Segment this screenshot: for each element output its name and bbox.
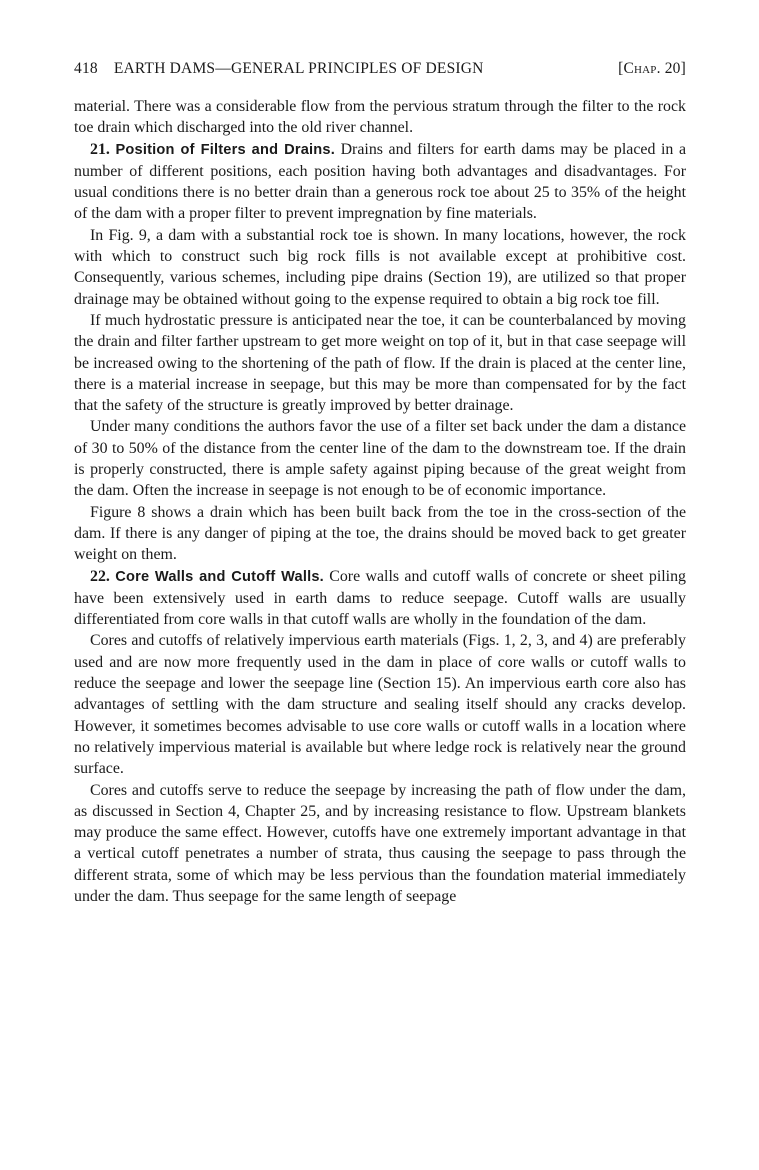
paragraph: If much hydrostatic pressure is anticipated near the toe, it can be counterbalanced by moving the drain and filter farther upstream to get more weight on top of it, but in that case seepage will be increased owing to the shortening of the path of flow. If the drain is placed at the center line, there is a material increase in seepage, but this may be more than compensated for by the fact that the safety of the structure is greatly improved by better drainage. [74,311,686,415]
chapter-running-title: EARTH DAMS—GENERAL PRINCIPLES OF DESIGN [113,60,484,77]
section-22-heading: Core Walls and Cutoff Walls. [115,568,324,585]
paragraph: Cores and cutoffs serve to reduce the seepage by increasing the path of flow under the dam, as discussed in Section 4, Chapter 25, and by increasing resistance to flow. Upstream blankets may produce the same effect. However, cutoffs have one extremely important advantage in that a vertical cutoff penetrates a number of strata, thus causing the seepage to pass through the different strata, some of which may be less pervious than the foundation material immediately under the dam. Thus seepage for the same length of seepage [74,781,686,905]
section-21-paragraph [74,139,686,225]
paragraph: Cores and cutoffs of relatively impervious earth materials (Figs. 1, 2, 3, and 4) are preferably used and are now more frequently used in the dam in place of core walls or cutoff walls to reduce the seepage and lower the seepage line (Section 15). An impervious earth core also has advantages of settling with the dam structure and sealing itself should any cracks develop. However, it sometimes becomes advisable to use core walls or cutoff walls in a location where no relatively impervious material is available but where ledge rock is relatively near the ground surface. [74,632,686,778]
book-page [74,60,686,907]
page-number: 418 [74,60,98,77]
paragraph-continuation: material. There was a considerable flow from the pervious stratum through the filter to the rock toe drain which discharged into the old river channel. [74,98,686,137]
section-22-text: Core walls and cutoff walls of concrete or sheet piling have been extensively used in earth dams to reduce seepage. Cutoff walls are usually differentiated from core walls in that cutoff walls are wholly in the foundation of the dam. [74,567,686,629]
running-head [74,60,686,82]
chapter-label: [Chap. 20] [618,60,686,77]
section-21-heading: Position of Filters and Drains. [115,141,335,158]
paragraph: In Fig. 9, a dam with a substantial rock toe is shown. In many locations, however, the rock with which to construct such big rock fills is not available except at prohibitive cost. Consequently, various schemes, including pipe drains (Section 19), are utilized so that proper drainage may be obtained without going to the expense required to obtain a big rock toe fill. [74,226,686,308]
section-22-paragraph [74,566,686,631]
paragraph: Figure 8 shows a drain which has been built back from the toe in the cross-section of the dam. If there is any danger of piping at the toe, the drains should be moved back to get greater weight on them. [74,503,686,564]
body-text [74,96,686,907]
section-22-number: 22. [90,567,110,585]
section-21-text: Drains and filters for earth dams may be placed in a number of different positions, each position having both advantages and disadvantages. For usual conditions there is no better drain than a generous rock toe about 25 to 35% of the height of the dam with a proper filter to prevent impregnation by fine materials. [74,140,686,223]
section-21-number: 21. [90,140,110,158]
paragraph: Under many conditions the authors favor the use of a filter set back under the dam a distance of 30 to 50% of the distance from the center line of the dam to the downstream toe. If the drain is properly constructed, there is ample safety against piping because of the great weight from the dam. Often the increase in seepage is not enough to be of economic importance. [74,418,686,500]
